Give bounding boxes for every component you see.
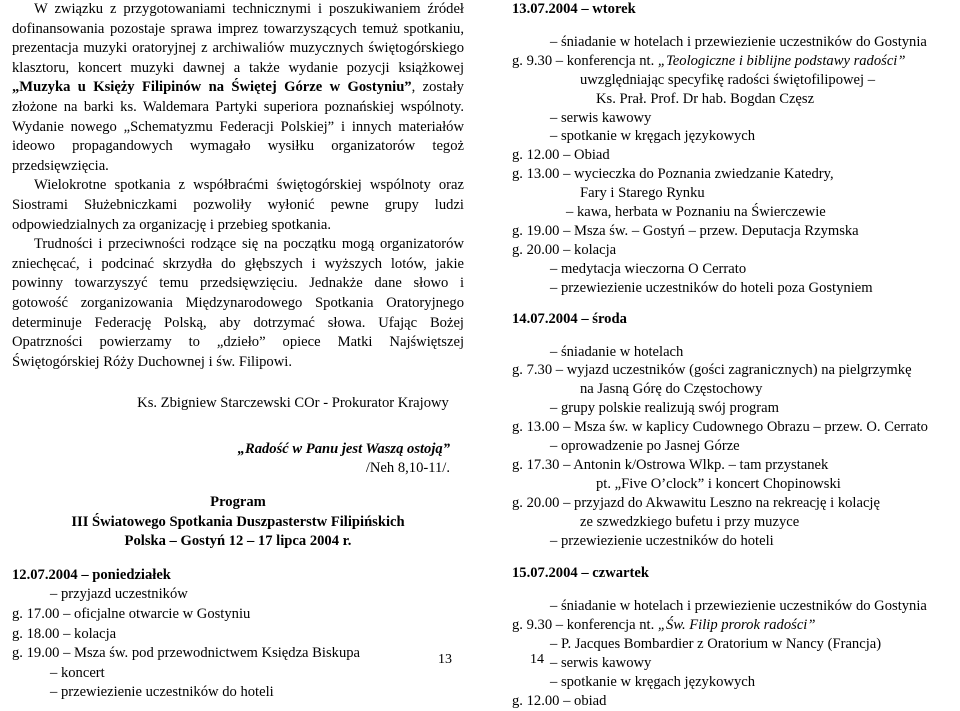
day-heading-15-07: 15.07.2004 – czwartek (512, 565, 649, 582)
page-number-right: 14 (530, 652, 544, 667)
program-subtitle: III Światowego Spotkania Duszpasterstw Filipińskich (71, 513, 405, 530)
schedule-line: – P. Jacques Bombardier z Oratorium w Nancy (Francja) (550, 636, 882, 653)
schedule-line: g. 12.00 – obiad (512, 692, 607, 709)
lecture-title: „Teologiczne i biblijne podstawy radości” (657, 52, 906, 69)
schedule-line: g. 19.00 – Msza św. pod przewodnictwem Księdza Biskupa (12, 645, 361, 662)
schedule-line: Fary i Starego Rynku (580, 185, 705, 202)
schedule-line: na Jasną Górę do Częstochowy (580, 381, 763, 398)
schedule-line: – serwis kawowy (550, 109, 652, 126)
schedule-line: g. 17.30 – Antonin k/Ostrowa Wlkp. – tam przystanek (512, 456, 829, 473)
paragraph-3: Trudności i przeciwności rodzące się na początku mogą organizatorów zniechęcać, i podcinać skrzydła do głębszych i wyższych lotów, jakie powinny towarzyszyć temu przedsięwzięciu. Jednakże dane słowo i gotowość zorganizowania Międzynarodowego Spotkania Oratoryjnego determinuje Federację Polską, aby dotrzymać słowa. Ufając Bożej Opatrzności powierzamy to „dzieło” opiece Matki Najświętszej Świętogórskiej Róży Duchownej i św. Filipowi. (12, 236, 464, 370)
day-heading-12-07: 12.07.2004 – poniedziałek (12, 566, 171, 583)
page-number-left: 13 (438, 652, 452, 667)
paragraph-1-end: , zostały złożone na barki ks. Waldemara Partyki superiora poznańskiej wspólnoty. Wydanie nowego „Schematyzmu Federacji Polskiej” i innych materiałów ideowo propagandowych wymagało wysiłku organizatorów tegoż przedsięwzięcia. (12, 79, 464, 174)
schedule-line: – przewiezienie uczestników do hoteli poza Gostyniem (550, 279, 873, 296)
day-heading-13-07: 13.07.2004 – wtorek (512, 1, 636, 17)
program-dates: Polska – Gostyń 12 – 17 lipca 2004 r. (124, 533, 352, 550)
schedule-line: – śniadanie w hotelach (550, 343, 684, 360)
program-heading (12, 493, 464, 552)
right-column (512, 0, 957, 711)
left-column (12, 0, 464, 703)
schedule-line: g. 20.00 – kolacja (512, 241, 617, 258)
paragraph-1-start: W związku z przygotowaniami technicznymi i poszukiwaniem źródeł dofinansowania pozostaje sprawa imprez towarzyszących temuż spotkaniu, prezentacja muzyki oratoryjnej z archiwaliów muzycznych świętogórskiego klasztoru, koncert muzyki dawnej a także wydanie pozycji książkowej (12, 1, 464, 76)
schedule-line: – grupy polskie realizują swój program (550, 400, 779, 417)
motto (12, 440, 464, 479)
motto-text: „Radość w Panu jest Waszą ostoją” (237, 440, 450, 457)
paragraph-1 (12, 0, 464, 176)
schedule-line: – serwis kawowy (550, 655, 652, 672)
schedule-line: uwzględniając specyfikę radości świętofilipowej – (580, 71, 876, 88)
lecture-title: „Św. Filip prorok radości” (657, 617, 816, 634)
schedule-line: – śniadanie w hotelach i przewiezienie uczestników do Gostynia (550, 598, 927, 615)
schedule-line: ze szwedzkiego bufetu i przy muzyce (580, 513, 800, 530)
signature: Ks. Zbigniew Starczewski COr - Prokurator Krajowy (137, 395, 449, 412)
schedule-line: – oprowadzenie po Jasnej Górze (550, 438, 740, 455)
schedule-line: g. 18.00 – kolacja (12, 625, 117, 642)
schedule-line: – śniadanie w hotelach i przewiezienie uczestników do Gostynia (550, 33, 927, 50)
schedule-line: g. 12.00 – Obiad (512, 147, 610, 164)
schedule-line (512, 616, 957, 635)
motto-reference: /Neh 8,10-11/. (365, 460, 450, 477)
schedule-line: g. 13.00 – wycieczka do Poznania zwiedzanie Katedry, (512, 166, 834, 183)
schedule-line: g. 17.00 – oficjalne otwarcie w Gostyniu (12, 606, 251, 623)
schedule-line: pt. „Five O’clock” i koncert Chopinowski (596, 475, 841, 492)
schedule-line (512, 52, 957, 71)
schedule-line: g. 20.00 – przyjazd do Akwawitu Leszno na rekreację i kolację (512, 494, 880, 511)
schedule-line: – przyjazd uczestników (50, 586, 188, 603)
book-title: „Muzyka u Księży Filipinów na Świętej Górze w Gostyniu” (12, 79, 412, 96)
day-heading-14-07: 14.07.2004 – środa (512, 310, 627, 327)
schedule-line: – spotkanie w kręgach językowych (550, 128, 756, 145)
schedule-line: g. 7.30 – wyjazd uczestników (gości zagranicznych) na pielgrzymkę (512, 362, 912, 379)
schedule-line: g. 13.00 – Msza św. w kaplicy Cudownego Obrazu – przew. O. Cerrato (512, 419, 928, 436)
schedule-line: g. 19.00 – Msza św. – Gostyń – przew. Deputacja Rzymska (512, 222, 859, 239)
schedule-line: – medytacja wieczorna O Cerrato (550, 260, 747, 277)
schedule-line: Ks. Prał. Prof. Dr hab. Bogdan Częsz (596, 90, 815, 107)
schedule-line: – spotkanie w kręgach językowych (550, 674, 756, 690)
program-title: Program (210, 494, 266, 511)
schedule-line: – przewiezienie uczestników do hoteli (50, 684, 274, 701)
schedule-line: – koncert (50, 664, 105, 681)
paragraph-2: Wielokrotne spotkania z współbraćmi świętogórskiej wspólnoty oraz Siostrami Służebniczkami pozwoliły wyłonić pewne grupy ludzi odpowiedzialnych za organizację i przebieg spotkania. (12, 177, 464, 233)
schedule-line: – kawa, herbata w Poznaniu na Świerczewie (566, 204, 826, 221)
schedule-text: g. 9.30 – konferencja nt. (512, 617, 658, 634)
schedule-text: g. 9.30 – konferencja nt. (512, 52, 658, 69)
schedule-line: – przewiezienie uczestników do hoteli (550, 532, 774, 549)
